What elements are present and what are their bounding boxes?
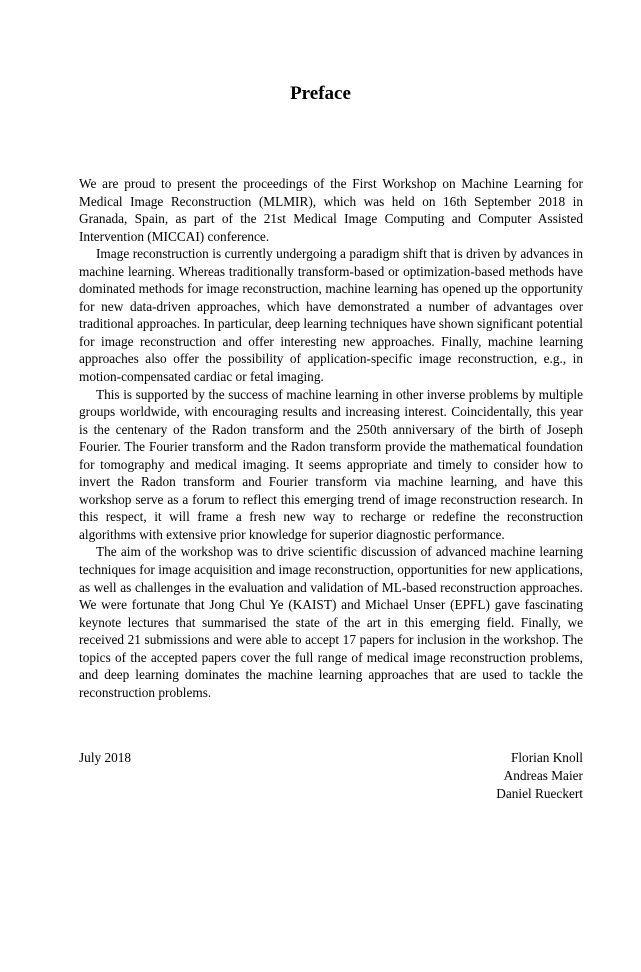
paragraph-3: This is supported by the success of machine learning in other inverse problems by multiple groups worldwide, with encouraging results and increasing interest. Coincidentally, this year is the centenary of the Radon transform and the 250th anniversary of the birth of Joseph Fourier. The Fourier transform and the Radon transform provide the mathematical foundation for tomography and medical imaging. It seems appropriate and timely to consider how to invert the Radon transform and Fourier transform via machine learning, and have this workshop serve as a forum to reflect this emerging trend of image reconstruction research. In this respect, it will frame a fresh new way to recharge or redefine the reconstruction algorithms with extensive prior knowledge for superior diagnostic performance. bbox=[79, 386, 583, 542]
signature-date: July 2018 bbox=[79, 750, 132, 765]
author-name: Florian Knoll bbox=[510, 750, 583, 765]
paragraph-2: Image reconstruction is currently undergoing a paradigm shift that is driven by advances in machine learning. Whereas traditionally transform-based or optimization-based methods have dominated methods for image reconstruction, machine learning has opened up the opportunity for new data-driven approaches, which have demonstrated a number of advantages over traditional approaches. In particular, deep learning techniques have shown significant potential for image reconstruction and offer interesting new approaches. Finally, machine learning approaches also offer the possibility of application-specific image reconstruction, e.g., in motion-compensated cardiac or fetal imaging. bbox=[79, 246, 583, 385]
author-list bbox=[496, 749, 583, 803]
page-title: Preface bbox=[290, 83, 351, 104]
paragraph-1: We are proud to present the proceedings of the First Workshop on Machine Learning for Medical Image Reconstruction (MLMIR), which was held on 16th September 2018 in Granada, Spain, as part of the 21st Medical Image Computing and Computer Assisted Intervention (MICCAI) conference. bbox=[79, 176, 583, 244]
author-name: Daniel Rueckert bbox=[496, 786, 583, 801]
paragraph-4: The aim of the workshop was to drive scientific discussion of advanced machine learning techniques for image acquisition and image reconstruction, opportunities for new applications, as well as challenges in the evaluation and validation of ML-based reconstruction approaches. We were fortunate that Jong Chul Ye (KAIST) and Michael Unser (EPFL) gave fascinating keynote lectures that summarised the state of the art in this emerging field. Finally, we received 21 submissions and were able to accept 17 papers for inclusion in the workshop. The topics of the accepted papers cover the full range of medical image reconstruction problems, and deep learning dominates the machine learning approaches that are used to tackle the reconstruction problems. bbox=[79, 544, 583, 700]
preface-body bbox=[79, 175, 583, 701]
author-name: Andreas Maier bbox=[503, 768, 583, 783]
